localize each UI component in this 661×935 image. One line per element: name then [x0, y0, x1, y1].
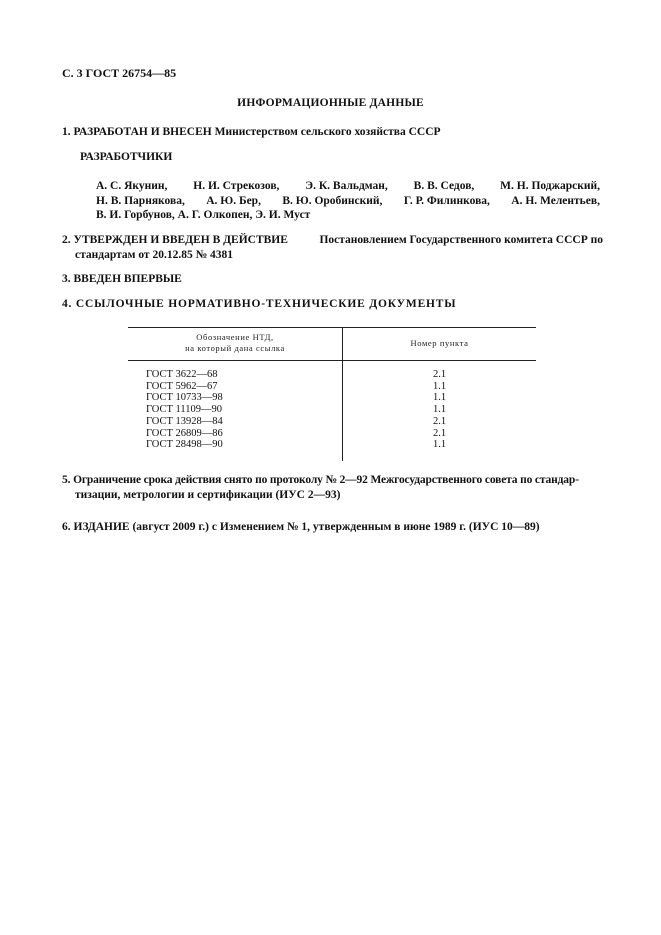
table-cell-item: 2.1 [432, 369, 447, 380]
section-3-lead: ВВЕДЕН ВПЕРВЫЕ [73, 273, 182, 285]
section-3-number: 3. [62, 273, 71, 285]
section-5-number: 5. [62, 474, 71, 486]
table-cell-document: ГОСТ 28498—90 [128, 439, 343, 461]
developer-name: Г. Р. Филинкова, [403, 194, 490, 207]
section-5-line-1 [62, 473, 603, 488]
developers-heading: РАЗРАБОТЧИКИ [80, 151, 173, 163]
section-2 [62, 233, 603, 262]
section-4-lead: ССЫЛОЧНЫЕ НОРМАТИВНО-ТЕХНИЧЕСКИЕ ДОКУМЕНТЫ [75, 298, 457, 310]
developers-line-2 [96, 194, 600, 209]
section-2-lead: УТВЕРЖДЕН И ВВЕДЕН В ДЕЙСТВИЕ [73, 234, 288, 246]
section-1-text: Министерством сельского хозяйства СССР [214, 126, 441, 138]
table-cell-item: 1.1 [432, 380, 447, 392]
developer-name: А. Ю. Бер, [206, 194, 261, 207]
section-4 [62, 297, 602, 312]
section-2-line-1 [62, 233, 603, 248]
table-row [128, 392, 536, 404]
developer-name: Э. К. Вальдман, [305, 180, 388, 192]
reference-documents-table [128, 327, 536, 461]
table-cell-document: ГОСТ 10733—98 [128, 392, 343, 404]
table-row [128, 361, 536, 381]
developer-name: М. Н. Поджарский, [500, 180, 600, 192]
developer-name: А. С. Якунин, [96, 180, 168, 192]
table-cell-item: 1.1 [432, 439, 447, 451]
section-5-text-2: тизации, метрологии и сертификации (ИУС 2—93) [75, 488, 341, 501]
table-cell-item: 2.1 [432, 427, 447, 439]
table-cell-item: 1.1 [432, 392, 447, 404]
section-2-text-2: стандартам от 20.12.85 № 4381 [75, 248, 234, 261]
section-1-number: 1. [62, 126, 71, 138]
developer-name: Н. В. Парнякова, [96, 194, 185, 207]
section-6-number: 6. [62, 521, 71, 533]
table-header-document-line-1: Обозначение НТД, [196, 332, 274, 342]
table-header-row [128, 328, 536, 361]
table-cell-document: ГОСТ 5962—67 [128, 381, 343, 393]
document-title: ИНФОРМАЦИОННЫЕ ДАННЫЕ [237, 97, 424, 109]
table-header-item: Номер пункта [343, 328, 537, 361]
table-row [128, 404, 536, 416]
section-5 [62, 473, 603, 502]
page-header: С. 3 ГОСТ 26754—85 [62, 66, 177, 80]
table-header-document-line-2: на который дана ссылка [185, 343, 285, 353]
table-row [128, 428, 536, 440]
table-cell-document: ГОСТ 3622—68 [128, 361, 343, 381]
table-row [128, 439, 536, 461]
section-6 [62, 520, 602, 535]
developers-line-3 [96, 208, 600, 223]
section-2-text-1: Постановлением Государственного комитета СССР по [319, 234, 603, 246]
section-5-text-1: Ограничение срока действия снято по протоколу № 2—92 Межгосударственного совета по стандар- [73, 474, 579, 486]
section-6-text: ИЗДАНИЕ (август 2009 г.) с Изменением № 1, утвержденным в июне 1989 г. (ИУС 10—89) [73, 521, 540, 533]
table-row [128, 381, 536, 393]
section-4-number: 4. [62, 298, 73, 310]
table-header-document [128, 328, 343, 361]
developer-name: В. В. Седов, [413, 180, 475, 192]
developer-name: Н. И. Стрекозов, [193, 180, 280, 192]
developer-name: В. И. Горбунов, А. Г. Олкопен, Э. И. Муст [96, 209, 311, 221]
section-2-number: 2. [62, 234, 71, 246]
table-cell-item: 1.1 [432, 404, 447, 416]
table-cell-item: 2.1 [432, 415, 447, 427]
developers-line-1 [96, 179, 600, 194]
table-cell-document: ГОСТ 11109—90 [128, 404, 343, 416]
developer-name: В. Ю. Оробинский, [282, 194, 383, 207]
table-cell-document: ГОСТ 26809—86 [128, 428, 343, 440]
developers-list [96, 179, 600, 223]
developer-name: А. Н. Мелентьев, [511, 194, 600, 207]
section-3 [62, 272, 602, 287]
section-1 [62, 125, 602, 140]
section-1-lead: РАЗРАБОТАН И ВНЕСЕН [73, 126, 212, 138]
table-row [128, 416, 536, 428]
table-cell-document: ГОСТ 13928—84 [128, 416, 343, 428]
